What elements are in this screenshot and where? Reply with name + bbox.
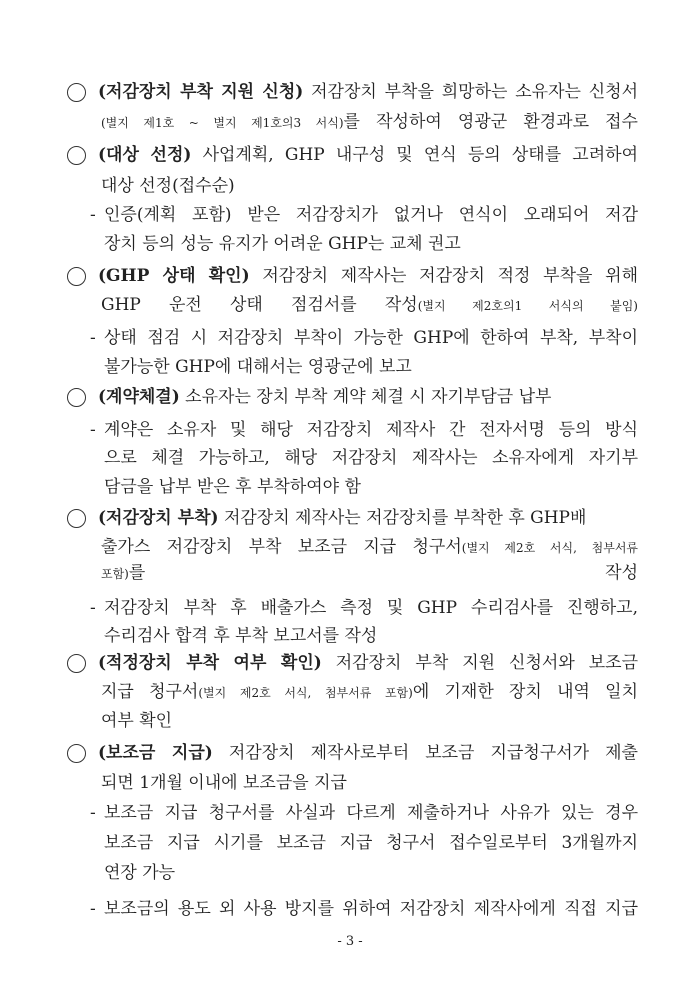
sub-item-line xyxy=(104,800,638,826)
sub-item-line xyxy=(104,623,638,649)
paragraph-line xyxy=(101,534,638,560)
dash-bullet: - xyxy=(90,328,96,348)
circle-bullet-icon xyxy=(67,388,86,407)
body-text: 저감장치 제작사는 저감장치 적정 부착을 위해 xyxy=(249,266,638,286)
paragraph-line xyxy=(101,560,638,586)
paragraph-line xyxy=(98,650,638,676)
body-text: 인증(계획 포함) 받은 저감장치가 없거나 연식이 오래되어 저감 xyxy=(104,205,638,225)
dash-bullet: - xyxy=(90,205,96,225)
sub-item-line xyxy=(104,231,638,257)
body-text: 저감장치 부착 지원 신청서와 보조금 xyxy=(321,653,638,673)
section-heading: (저감장치 부착 지원 신청) xyxy=(98,82,304,102)
form-reference: (별지 제1호 ~ 별지 제1호의3 서식) xyxy=(101,116,344,130)
section-heading: (대상 선정) xyxy=(98,145,192,165)
body-text: 되면 1개월 이내에 보조금을 지급 xyxy=(101,773,347,793)
body-text: 를 작성 xyxy=(128,563,638,583)
body-text: 를 작성하여 영광군 환경과로 접수 xyxy=(343,112,638,132)
section-heading: (계약체결) xyxy=(98,387,180,407)
body-text: 보조금의 용도 외 사용 방지를 위하여 저감장치 제작사에게 직접 지급 xyxy=(104,899,638,919)
body-text: 에 기재한 장치 내역 일치 xyxy=(412,682,638,702)
sub-item-line xyxy=(104,202,638,228)
body-text: 사업계획, GHP 내구성 및 연식 등의 상태를 고려하여 xyxy=(191,145,638,165)
circle-bullet-icon xyxy=(67,744,86,763)
dash-bullet: - xyxy=(90,420,96,440)
form-reference: (별지 제2호 서식, 첨부서류 xyxy=(461,541,638,555)
body-text: 여부 확인 xyxy=(101,711,173,731)
circle-bullet-icon xyxy=(67,509,86,528)
sub-item-line xyxy=(104,595,638,621)
sub-item-line xyxy=(104,830,638,856)
body-text: 보조금 지급 청구서를 사실과 다르게 제출하거나 사유가 있는 경우 xyxy=(104,803,638,823)
body-text: GHP 운전 상태 점검서를 작성 xyxy=(101,295,418,315)
paragraph-line xyxy=(98,740,638,766)
dash-bullet: - xyxy=(90,598,96,618)
body-text: 으로 체결 가능하고, 해당 저감장치 제작사는 소유자에게 자기부 xyxy=(104,448,638,468)
circle-bullet-icon xyxy=(67,146,86,165)
sub-item-line xyxy=(104,860,638,886)
body-text: 장치 등의 성능 유지가 어려운 GHP는 교체 권고 xyxy=(104,234,461,254)
section-heading: (보조금 지급) xyxy=(98,743,213,763)
body-text: 저감장치 제작사는 저감장치를 부착한 후 GHP배 xyxy=(218,508,587,528)
section-heading: (GHP 상태 확인) xyxy=(98,266,250,286)
paragraph-line xyxy=(98,505,638,531)
dash-bullet: - xyxy=(90,899,96,919)
dash-bullet: - xyxy=(90,803,96,823)
form-reference: (별지 제2호 서식, 첨부서류 포함) xyxy=(198,686,413,700)
body-text: 대상 선정(접수순) xyxy=(101,176,235,196)
body-text: 불가능한 GHP에 대해서는 영광군에 보고 xyxy=(104,357,412,377)
paragraph-line xyxy=(98,142,638,168)
circle-bullet-icon xyxy=(67,83,86,102)
circle-bullet-icon xyxy=(67,267,86,286)
paragraph-line xyxy=(98,79,638,105)
sub-item-line xyxy=(104,417,638,443)
body-text: 계약은 소유자 및 해당 저감장치 제작사 간 전자서명 등의 방식 xyxy=(104,420,638,440)
body-text: 출가스 저감장치 부착 보조금 지급 청구서 xyxy=(101,537,462,557)
body-text: 수리검사 합격 후 부착 보고서를 작성 xyxy=(104,626,378,646)
sub-item-line xyxy=(104,474,638,500)
sub-item-line xyxy=(104,325,638,351)
paragraph-line xyxy=(98,384,638,410)
paragraph-line xyxy=(98,263,638,289)
paragraph-line xyxy=(101,109,638,135)
form-reference: (별지 제2호의1 서식의 붙임) xyxy=(417,299,638,313)
body-text: 보조금 지급 시기를 보조금 지급 청구서 접수일로부터 3개월까지 xyxy=(104,833,638,853)
circle-bullet-icon xyxy=(67,654,86,673)
body-text: 담금을 납부 받은 후 부착하여야 함 xyxy=(104,477,361,497)
body-text: 연장 가능 xyxy=(104,863,176,883)
paragraph-line xyxy=(101,770,638,796)
body-text: 저감장치 부착을 희망하는 소유자는 신청서 xyxy=(303,82,638,102)
section-heading: (저감장치 부착) xyxy=(98,508,219,528)
sub-item-line xyxy=(104,354,638,380)
paragraph-line xyxy=(101,173,638,199)
form-reference: 포함) xyxy=(101,567,129,581)
sub-item-line xyxy=(104,445,638,471)
body-text: 지급 청구서 xyxy=(101,682,199,702)
paragraph-line xyxy=(101,292,638,318)
page-number: - 3 - xyxy=(337,934,363,949)
body-text: 저감장치 제작사로부터 보조금 지급청구서가 제출 xyxy=(212,743,638,763)
sub-item-line xyxy=(104,896,638,922)
body-text: 상태 점검 시 저감장치 부착이 가능한 GHP에 한하여 부착, 부착이 xyxy=(104,328,638,348)
paragraph-line xyxy=(101,679,638,705)
body-text: 소유자는 장치 부착 계약 체결 시 자기부담금 납부 xyxy=(179,387,552,407)
body-text: 저감장치 부착 후 배출가스 측정 및 GHP 수리검사를 진행하고, xyxy=(104,598,638,618)
paragraph-line xyxy=(101,708,638,734)
section-heading: (적정장치 부착 여부 확인) xyxy=(98,653,322,673)
